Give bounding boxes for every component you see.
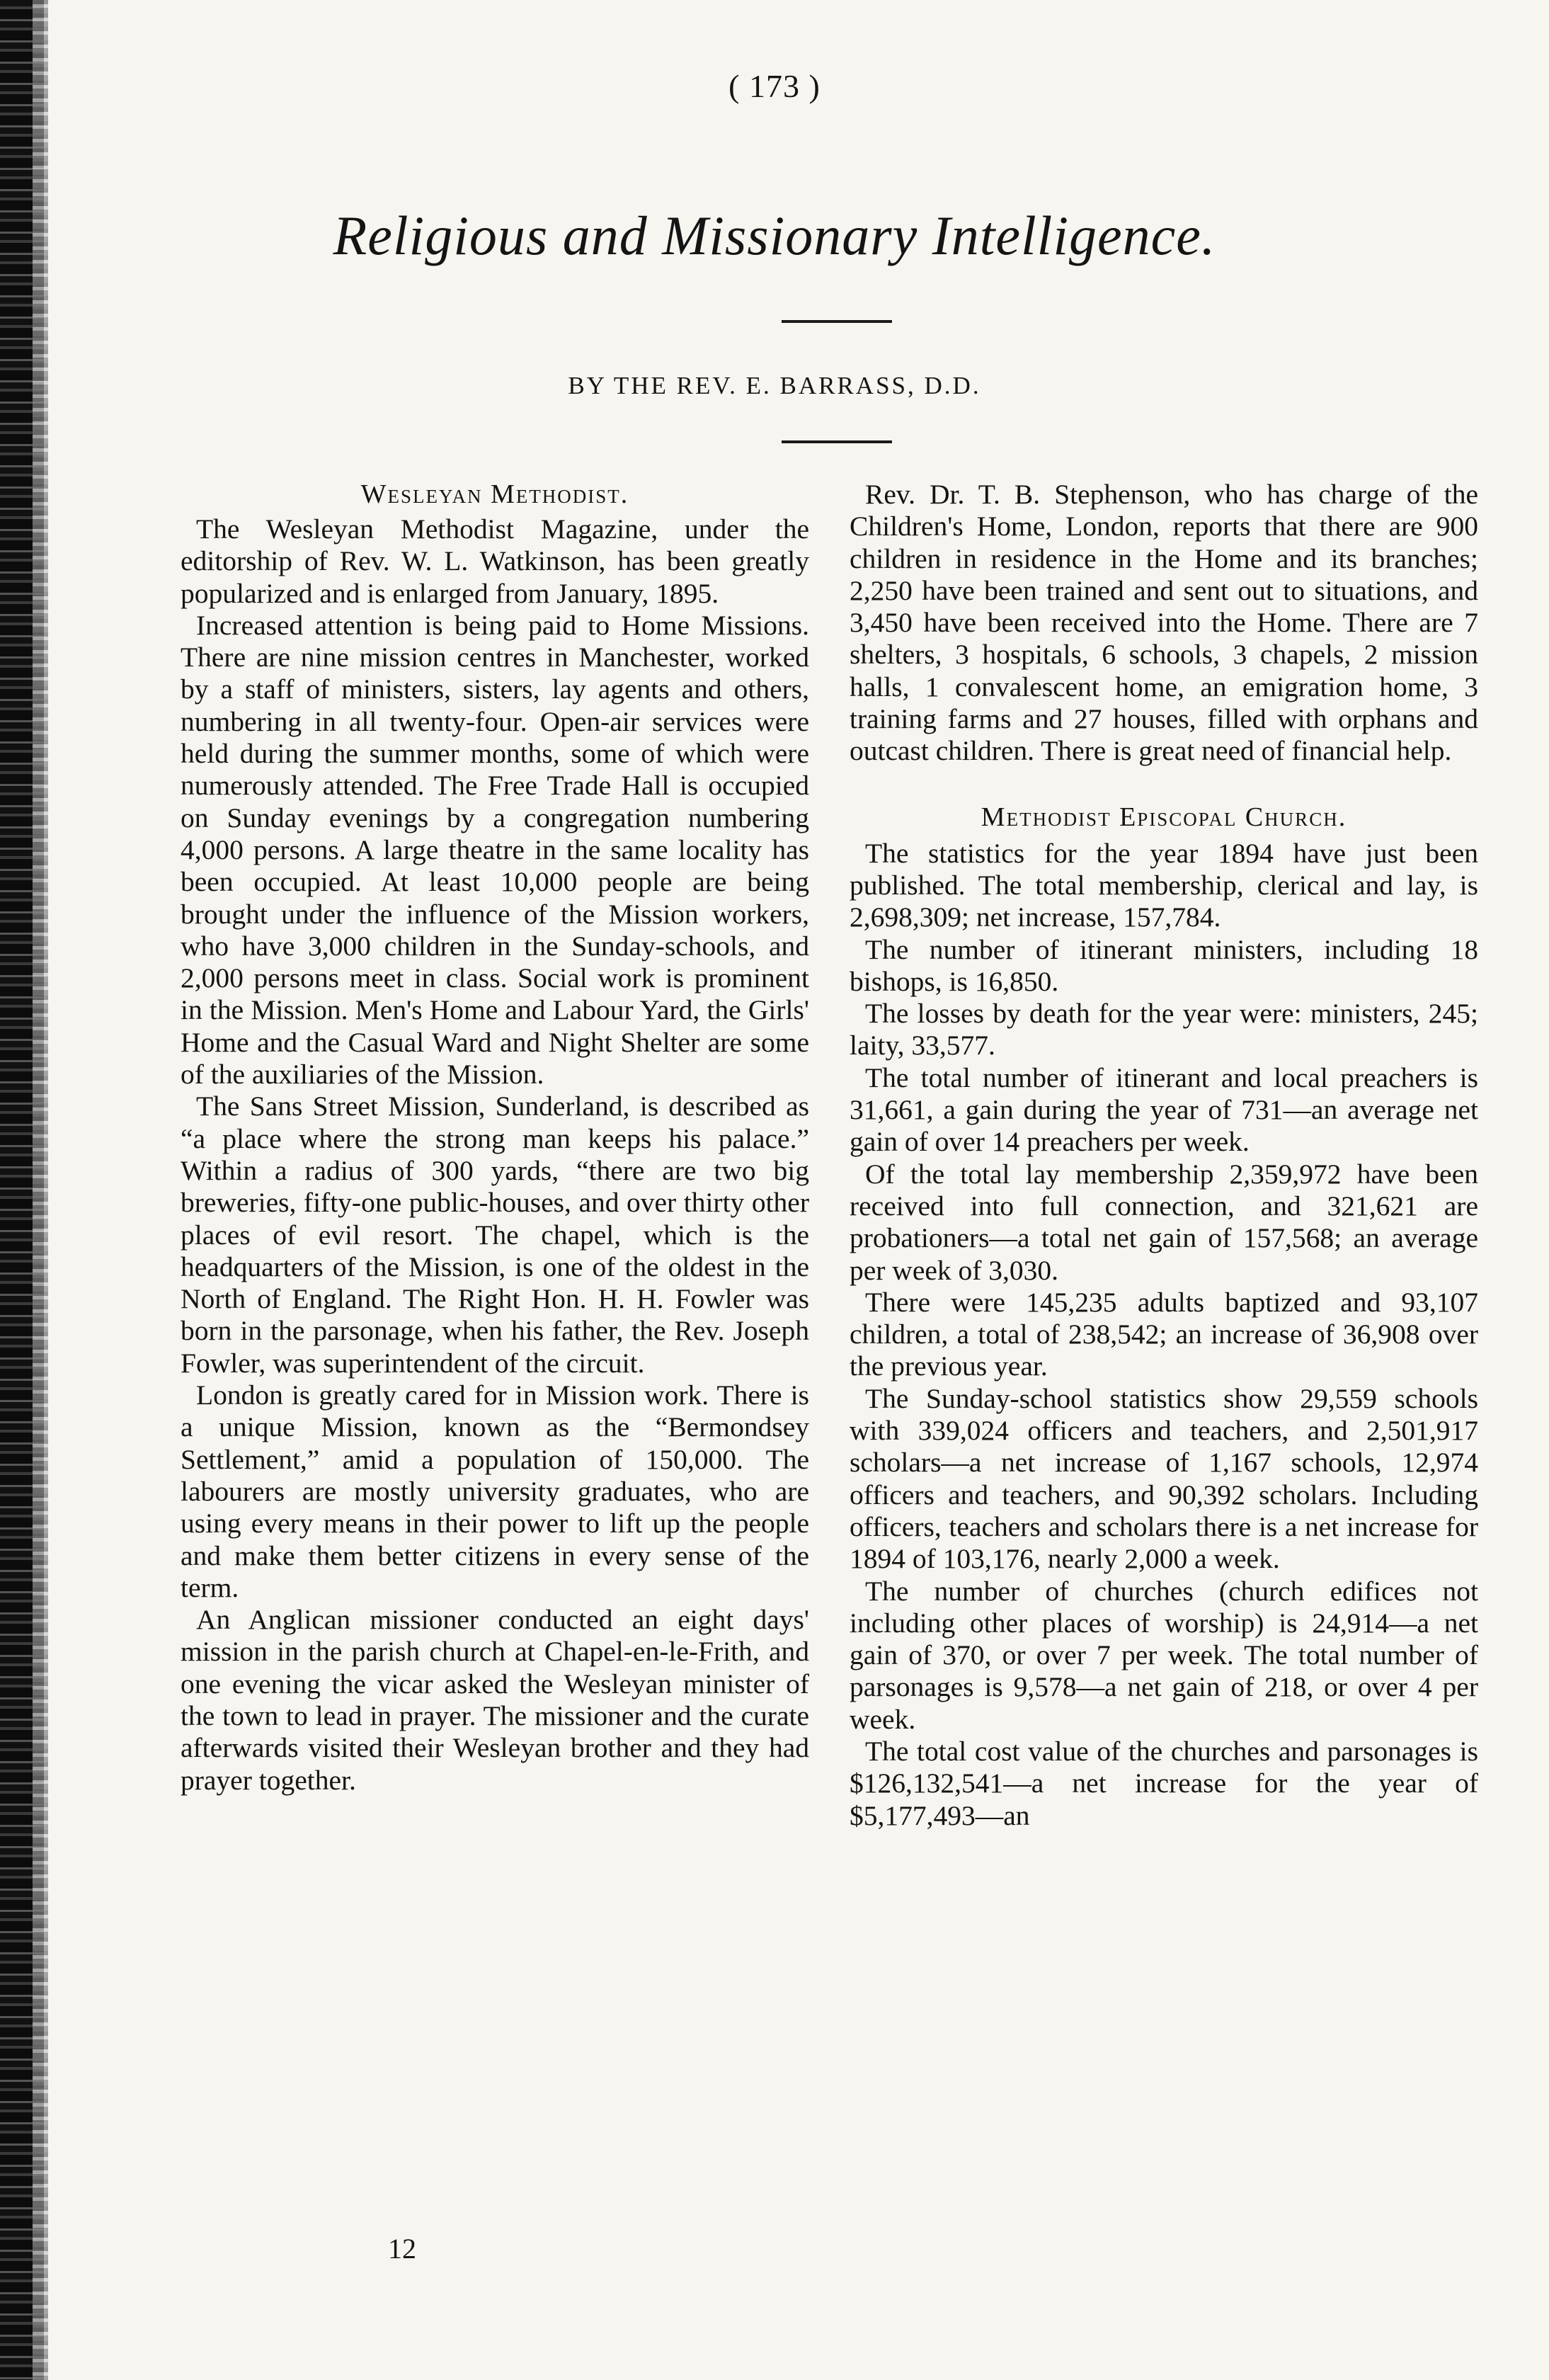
paragraph: The Wesleyan Methodist Magazine, under the editorship of Rev. W. L. Watkinson, has been greatly popularized and is enlarged from January, 1895.	[181, 513, 809, 609]
title-divider	[782, 320, 892, 323]
right-column	[850, 479, 1478, 1832]
paragraph: The statistics for the year 1894 have just been published. The total membership, clerical and lay, is 2,698,309; net increase, 157,784.	[850, 837, 1478, 933]
paragraph: The Sunday-school statistics show 29,559 schools with 339,024 officers and teachers, and 2,501,917 scholars—a net increase of 1,167 schools, 12,974 officers and teachers, and 90,392 scholars. Including officers, teachers and scholars there is a net increase for 1894 of 103,176, nearly 2,000 a week.	[850, 1382, 1478, 1575]
paragraph: The total number of itinerant and local preachers is 31,661, a gain during the year of 731—an average net gain of over 14 preachers per week.	[850, 1061, 1478, 1158]
scanned-page-edge	[0, 0, 44, 2380]
byline-divider	[782, 440, 892, 443]
paragraph: The number of churches (church edifices not including other places of worship) is 24,914—a net gain of 370, or over 7 per week. The total number of parsonages is 9,578—a net gain of 218, or over 4 per week.	[850, 1575, 1478, 1735]
paragraph: Of the total lay membership 2,359,972 have been received into full connection, and 321,621 are probationers—a total net gain of 157,568; an average per week of 3,030.	[850, 1158, 1478, 1286]
paragraph: An Anglican missioner conducted an eight days' mission in the parish church at Chapel-en-le-Frith, and one evening the vicar asked the Wesleyan minister of the town to lead in prayer. The missioner and the curate afterwards visited their Wesleyan brother and they had prayer together.	[181, 1604, 809, 1796]
paragraph: The number of itinerant ministers, including 18 bishops, is 16,850.	[850, 933, 1478, 997]
paragraph: The total cost value of the churches and parsonages is $126,132,541—a net increase for the year of $5,177,493—an	[850, 1735, 1478, 1831]
section-heading-methodist-episcopal: Methodist Episcopal Church.	[981, 802, 1347, 832]
byline: BY THE REV. E. BARRASS, D.D.	[568, 372, 981, 399]
paragraph: Increased attention is being paid to Home Missions. There are nine mission centres in Manchester, worked by a staff of ministers, sisters, lay agents and others, numbering in all twenty-four. Open-air services were held during the summer months, some of which were numerously attended. The Free Trade Hall is occupied on Sunday evenings by a congregation numbering 4,000 persons. A large theatre in the same locality has been occupied. At least 10,000 people are being brought under the influence of the Mission workers, who have 3,000 children in the Sunday-schools, and 2,000 persons meet in class. Social work is prominent in the Mission. Men's Home and Labour Yard, the Girls' Home and the Casual Ward and Night Shelter are some of the auxiliaries of the Mission.	[181, 609, 809, 1091]
section-heading-wesleyan: Wesleyan Methodist.	[360, 479, 629, 509]
paragraph: London is greatly cared for in Mission work. There is a unique Mission, known as the “Bermondsey Settlement,” amid a population of 150,000. The labourers are mostly university graduates, who are using every means in their power to lift up the people and make them better citizens in every sense of the term.	[181, 1379, 809, 1603]
page-number: ( 173 )	[728, 68, 821, 104]
printer-signature-mark: 12	[388, 2233, 416, 2265]
paragraph: The Sans Street Mission, Sunderland, is described as “a place where the strong man keeps his palace.” Within a radius of 300 yards, “there are two big breweries, fifty-one public-houses, and over thirty other places of evil resort. The chapel, which is the headquarters of the Mission, is one of the oldest in the North of England. The Right Hon. H. H. Fowler was born in the parsonage, when his father, the Rev. Joseph Fowler, was superintendent of the circuit.	[181, 1091, 809, 1379]
paragraph: There were 145,235 adults baptized and 93,107 children, a total of 238,542; an increase of 36,908 over the previous year.	[850, 1286, 1478, 1382]
paragraph: The losses by death for the year were: ministers, 245; laity, 33,577.	[850, 998, 1478, 1061]
left-column	[181, 479, 809, 1797]
paragraph: Rev. Dr. T. B. Stephenson, who has charge of the Children's Home, London, reports that there are 900 children in residence in the Home and its branches; 2,250 have been trained and sent out to situations, and 3,450 have been received into the Home. There are 7 shelters, 3 hospitals, 6 schools, 3 chapels, 2 mission halls, 1 convalescent home, an emigration home, 3 training farms and 27 houses, filled with orphans and outcast children. There is great need of financial help.	[850, 479, 1478, 767]
page-title: Religious and Missionary Intelligence.	[333, 205, 1216, 266]
